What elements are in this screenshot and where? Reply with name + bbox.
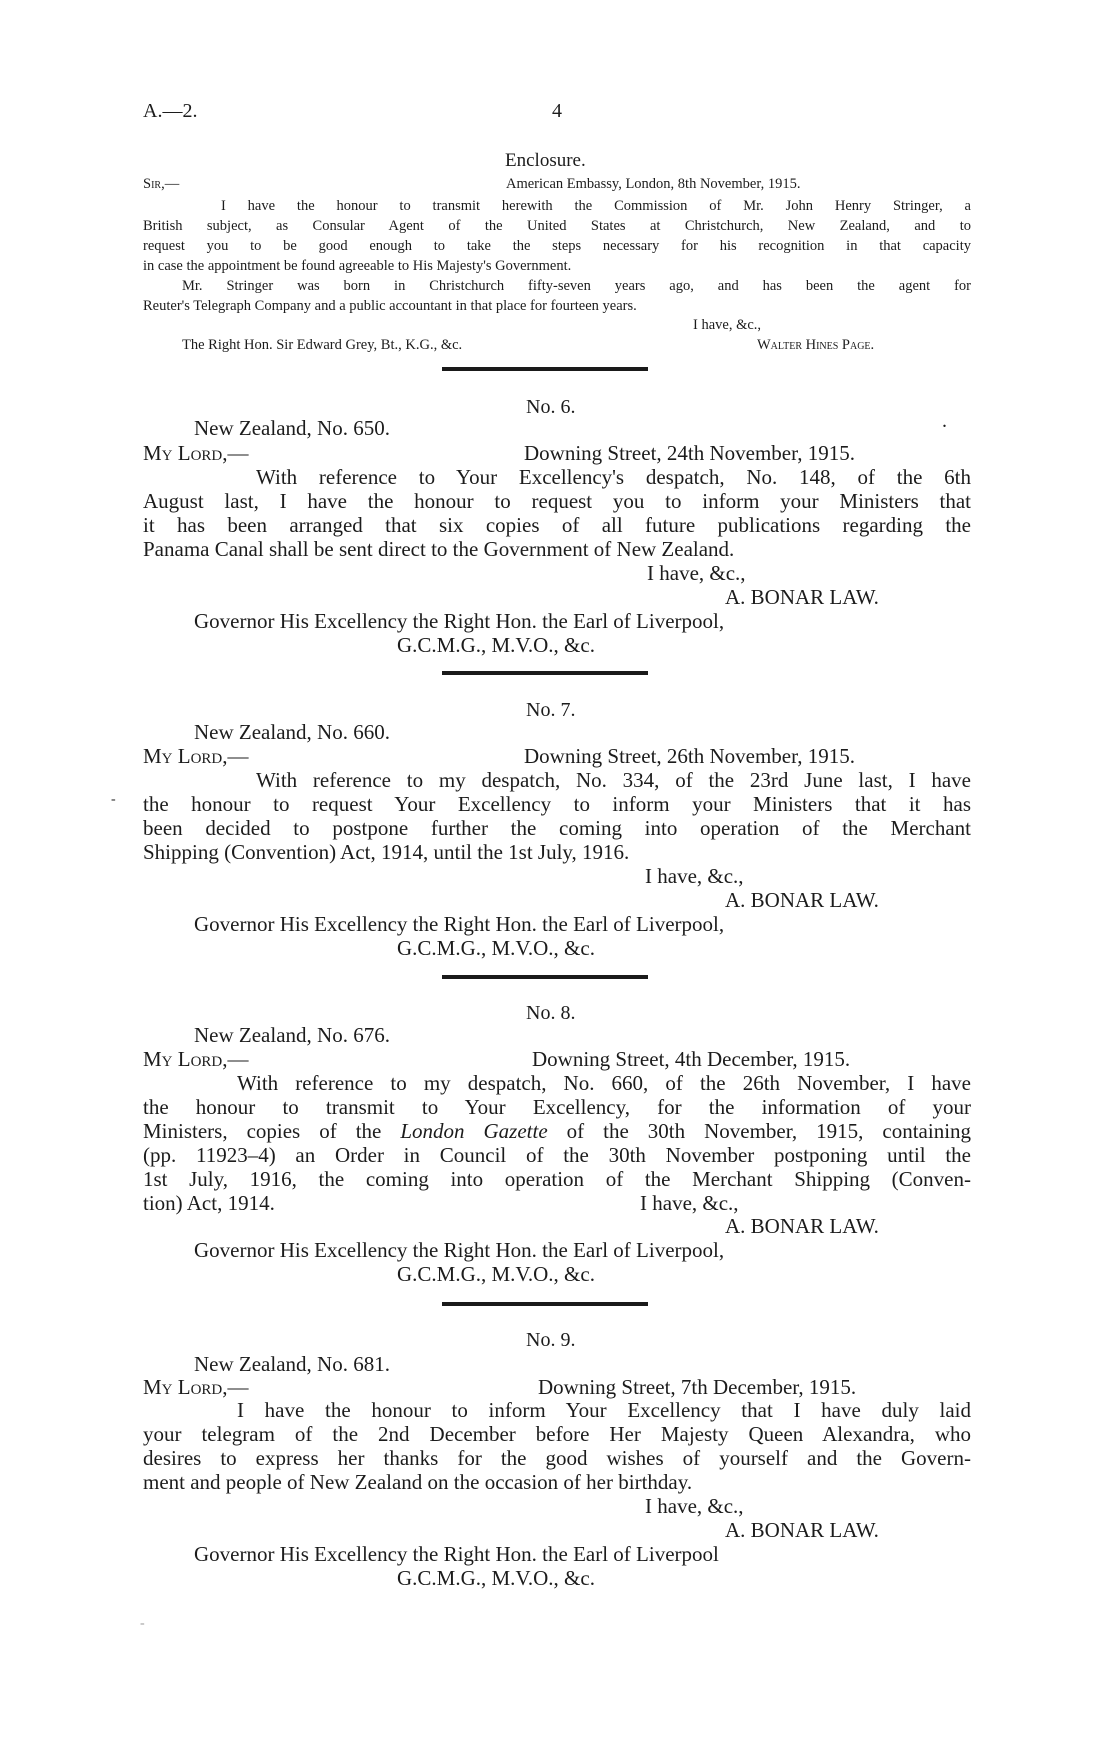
stray-mark: . xyxy=(942,410,947,432)
section-divider xyxy=(442,367,648,371)
letter-line: ment and people of New Zealand on the occasion of her birthday. xyxy=(143,1470,693,1494)
enclosure-title: Enclosure. xyxy=(505,150,586,171)
letter-line: the honour to request Your Excellency to inform your Ministers that it has xyxy=(143,792,971,816)
letter-line: desires to express her thanks for the good wishes of yourself and the Govern- xyxy=(143,1446,971,1470)
letter-place-date: Downing Street, 26th November, 1915. xyxy=(524,744,856,768)
letter-addressee: Governor His Excellency the Right Hon. the Earl of Liverpool, xyxy=(194,609,725,633)
letter-addressee-honours: G.C.M.G., M.V.O., &c. xyxy=(397,1262,595,1286)
page-number: 4 xyxy=(552,100,562,122)
letter-line xyxy=(143,1119,971,1144)
letter-salutation: My Lord,— xyxy=(143,1047,249,1071)
letter-closing: I have, &c., xyxy=(645,1494,744,1518)
letter-line: been decided to postpone further the coming into operation of the Merchant xyxy=(143,816,971,840)
stray-mark: - xyxy=(111,792,116,807)
letter-addressee-honours: G.C.M.G., M.V.O., &c. xyxy=(397,1566,595,1590)
letter-signature: A. BONAR LAW. xyxy=(725,1518,879,1542)
enclosure-line: British subject, as Consular Agent of the United States at Christchurch, New Zealand, and to xyxy=(143,218,971,234)
letter-addressee: Governor His Excellency the Right Hon. the Earl of Liverpool, xyxy=(194,912,725,936)
letter-signature: A. BONAR LAW. xyxy=(725,585,879,609)
letter-addressee-honours: G.C.M.G., M.V.O., &c. xyxy=(397,936,595,960)
publication-title: London Gazette xyxy=(400,1119,548,1143)
letter-salutation: My Lord,— xyxy=(143,441,249,465)
letter-line: (pp. 11923–4) an Order in Council of the 30th November postponing until the xyxy=(143,1143,971,1167)
text-run: Ministers, copies of the xyxy=(143,1119,382,1143)
stray-mark: - xyxy=(140,1616,145,1631)
enclosure-closing: I have, &c., xyxy=(693,317,762,333)
letter-line: tion) Act, 1914. xyxy=(143,1191,275,1215)
section-divider xyxy=(442,975,648,979)
letter-addressee-honours: G.C.M.G., M.V.O., &c. xyxy=(397,633,595,657)
letter-closing: I have, &c., xyxy=(645,864,744,888)
enclosure-signature: Walter Hines Page. xyxy=(757,337,875,353)
letter-place-date: Downing Street, 4th December, 1915. xyxy=(532,1047,851,1071)
letter-line: your telegram of the 2nd December before Her Majesty Queen Alexandra, who xyxy=(143,1422,971,1446)
letter-number: No. 9. xyxy=(526,1329,576,1351)
letter-number: No. 6. xyxy=(526,396,576,418)
letter-line: I have the honour to inform Your Excellency that I have duly laid xyxy=(237,1398,971,1422)
letter-closing: I have, &c., xyxy=(647,561,746,585)
enclosure-line: Mr. Stringer was born in Christchurch fifty-seven years ago, and has been the agent for xyxy=(182,278,971,294)
letter-ref: New Zealand, No. 650. xyxy=(194,416,390,440)
page-ref: A.—2. xyxy=(143,100,198,122)
letter-signature: A. BONAR LAW. xyxy=(725,888,879,912)
letter-addressee: Governor His Excellency the Right Hon. the Earl of Liverpool, xyxy=(194,1238,725,1262)
letter-salutation: My Lord,— xyxy=(143,1375,249,1399)
letter-number: No. 7. xyxy=(526,699,576,721)
letter-line: With reference to Your Excellency's despatch, No. 148, of the 6th xyxy=(256,465,971,489)
enclosure-line: I have the honour to transmit herewith the Commission of Mr. John Henry Stringer, a xyxy=(221,198,971,214)
letter-line: the honour to transmit to Your Excellency, for the information of your xyxy=(143,1095,971,1119)
letter-ref: New Zealand, No. 681. xyxy=(194,1352,390,1376)
letter-salutation: My Lord,— xyxy=(143,744,249,768)
letter-line: With reference to my despatch, No. 660, of the 26th November, I have xyxy=(237,1071,971,1095)
letter-signature: A. BONAR LAW. xyxy=(725,1214,879,1238)
text-run: of the 30th November, 1915, containing xyxy=(566,1119,972,1143)
letter-number: No. 8. xyxy=(526,1002,576,1024)
enclosure-line: in case the appointment be found agreeable to His Majesty's Government. xyxy=(143,258,572,274)
letter-line: With reference to my despatch, No. 334, of the 23rd June last, I have xyxy=(256,768,971,792)
letter-addressee: Governor His Excellency the Right Hon. the Earl of Liverpool xyxy=(194,1542,719,1566)
letter-line: August last, I have the honour to request you to inform your Ministers that xyxy=(143,489,971,513)
enclosure-line: request you to be good enough to take the steps necessary for his recognition in that capacity xyxy=(143,238,971,254)
enclosure-salutation: Sir,— xyxy=(143,176,180,192)
enclosure-addressee: The Right Hon. Sir Edward Grey, Bt., K.G., &c. xyxy=(182,337,463,353)
letter-place-date: Downing Street, 7th December, 1915. xyxy=(538,1375,857,1399)
letter-line: Panama Canal shall be sent direct to the Government of New Zealand. xyxy=(143,537,735,561)
letter-line: Shipping (Convention) Act, 1914, until the 1st July, 1916. xyxy=(143,840,630,864)
section-divider xyxy=(442,1302,648,1306)
section-divider xyxy=(442,671,648,675)
letter-place-date: Downing Street, 24th November, 1915. xyxy=(524,441,856,465)
enclosure-place-date: American Embassy, London, 8th November, 1915. xyxy=(506,176,801,192)
letter-ref: New Zealand, No. 660. xyxy=(194,720,390,744)
letter-ref: New Zealand, No. 676. xyxy=(194,1023,390,1047)
enclosure-line: Reuter's Telegraph Company and a public accountant in that place for fourteen years. xyxy=(143,298,637,314)
letter-line: it has been arranged that six copies of all future publications regarding the xyxy=(143,513,971,537)
letter-closing: I have, &c., xyxy=(640,1191,739,1215)
letter-line: 1st July, 1916, the coming into operation of the Merchant Shipping (Conven- xyxy=(143,1167,971,1191)
